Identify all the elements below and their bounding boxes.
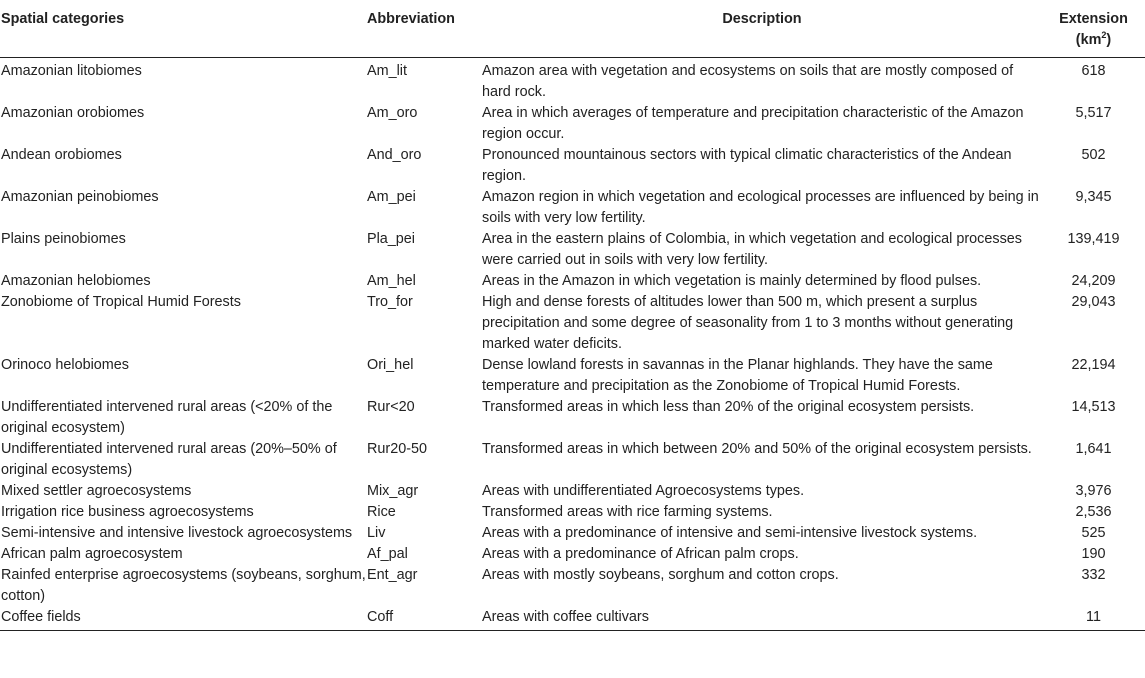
table-body — [0, 58, 1145, 631]
cell-category: Plains peinobiomes — [1, 231, 126, 247]
cell-description: Amazon area with vegetation and ecosystems on soils that are mostly composed of hard rock. — [482, 63, 1014, 100]
table-row — [0, 544, 1145, 565]
header-extension-label: Extension — [1059, 11, 1128, 27]
cell-category: Coffee fields — [0, 607, 367, 631]
cell-description: Area in the eastern plains of Colombia, in which vegetation and ecological processes were carried out in soils with very low fertility. — [482, 231, 1022, 268]
cell-abbreviation: And_oro — [367, 147, 422, 163]
cell-extension: 29,043 — [1071, 294, 1116, 310]
cell-extension: 1,641 — [1075, 441, 1112, 457]
cell-extension: 3,976 — [1075, 483, 1112, 499]
cell-category: Irrigation rice business agroecosystems — [1, 504, 254, 520]
cell-abbreviation: Am_pei — [367, 189, 416, 205]
cell-abbreviation: Am_lit — [367, 63, 407, 79]
table-row — [0, 502, 1145, 523]
cell-abbreviation: Rur20-50 — [367, 441, 427, 457]
cell-extension: 24,209 — [1071, 273, 1116, 289]
table-row — [0, 481, 1145, 502]
cell-category: Andean orobiomes — [1, 147, 122, 163]
cell-abbreviation: Af_pal — [367, 546, 408, 562]
cell-category: Amazonian orobiomes — [1, 105, 145, 121]
table-row — [0, 355, 1145, 397]
cell-abbreviation: Am_oro — [367, 105, 418, 121]
header-abbreviation: Abbreviation — [367, 0, 482, 58]
cell-abbreviation: Rice — [367, 504, 396, 520]
header-category: Spatial categories — [0, 0, 367, 58]
table-row — [0, 58, 1145, 104]
cell-category: Amazonian litobiomes — [1, 63, 142, 79]
cell-category: Undifferentiated intervened rural areas (<20% of the original ecosystem) — [1, 399, 333, 436]
cell-description: Transformed areas with rice farming systems. — [482, 504, 773, 520]
cell-extension: 525 — [1081, 525, 1106, 541]
table-row — [0, 271, 1145, 292]
cell-category: Rainfed enterprise agroecosystems (soybeans, sorghum, cotton) — [1, 567, 366, 604]
header-description: Description — [482, 0, 1042, 58]
table-row — [0, 103, 1145, 145]
cell-category: Semi-intensive and intensive livestock agroecosystems — [1, 525, 353, 541]
header-extension — [1042, 0, 1145, 58]
table-header — [0, 0, 1145, 58]
cell-category: Mixed settler agroecosystems — [1, 483, 192, 499]
cell-extension: 5,517 — [1075, 105, 1112, 121]
table-row — [0, 565, 1145, 607]
table-row — [0, 397, 1145, 439]
cell-description: Transformed areas in which between 20% and 50% of the original ecosystem persists. — [482, 441, 1032, 457]
table-row — [0, 292, 1145, 355]
cell-category: African palm agroecosystem — [1, 546, 183, 562]
header-extension-unit-close: ) — [1106, 32, 1112, 48]
cell-description: Dense lowland forests in savannas in the Planar highlands. They have the same temperature and precipitation as the Zonobiome of Tropical Humid Forests. — [482, 357, 993, 394]
cell-extension: 190 — [1081, 546, 1106, 562]
cell-description: Areas with coffee cultivars — [482, 607, 1042, 631]
cell-description: Areas with mostly soybeans, sorghum and cotton crops. — [482, 567, 839, 583]
cell-abbreviation: Tro_for — [367, 294, 413, 310]
cell-abbreviation: Am_hel — [367, 273, 416, 289]
cell-description: High and dense forests of altitudes lower than 500 m, which present a surplus precipitation and some degree of seasonality from 1 to 3 months without generating marked water deficits. — [482, 294, 1014, 352]
cell-category: Orinoco helobiomes — [1, 357, 129, 373]
cell-abbreviation: Pla_pei — [367, 231, 416, 247]
cell-extension: 9,345 — [1075, 189, 1112, 205]
cell-description: Area in which averages of temperature and precipitation characteristic of the Amazon region occur. — [482, 105, 1024, 142]
cell-description: Amazon region in which vegetation and ecological processes are influenced by being in soils with very low fertility. — [482, 189, 1039, 226]
cell-category: Zonobiome of Tropical Humid Forests — [1, 294, 241, 310]
cell-category: Amazonian helobiomes — [1, 273, 151, 289]
cell-category: Amazonian peinobiomes — [1, 189, 159, 205]
cell-abbreviation: Mix_agr — [367, 483, 419, 499]
header-extension-unit-sup: 2 — [1101, 30, 1107, 40]
cell-extension: 139,419 — [1067, 231, 1120, 247]
cell-description: Pronounced mountainous sectors with typical climatic characteristics of the Andean region. — [482, 147, 1012, 184]
cell-abbreviation: Rur<20 — [367, 399, 415, 415]
table-row — [0, 229, 1145, 271]
cell-description: Areas in the Amazon in which vegetation is mainly determined by flood pulses. — [482, 273, 982, 289]
table-row — [0, 187, 1145, 229]
cell-abbreviation: Ori_hel — [367, 357, 414, 373]
cell-abbreviation: Liv — [367, 525, 386, 541]
header-row — [0, 0, 1145, 58]
cell-extension: 22,194 — [1071, 357, 1116, 373]
cell-extension: 502 — [1081, 147, 1106, 163]
table-row — [0, 607, 1145, 631]
header-extension-unit: (km — [1075, 32, 1102, 48]
cell-description: Areas with a predominance of African palm crops. — [482, 546, 799, 562]
table-row — [0, 145, 1145, 187]
cell-abbreviation: Coff — [367, 607, 482, 631]
cell-extension: 618 — [1081, 63, 1106, 79]
cell-description: Transformed areas in which less than 20% of the original ecosystem persists. — [482, 399, 975, 415]
table-row — [0, 439, 1145, 481]
table-row — [0, 523, 1145, 544]
cell-extension: 14,513 — [1071, 399, 1116, 415]
cell-category: Undifferentiated intervened rural areas (20%–50% of original ecosystems) — [1, 441, 337, 478]
cell-extension: 2,536 — [1075, 504, 1112, 520]
cell-extension: 11 — [1042, 607, 1145, 631]
cell-description: Areas with undifferentiated Agroecosystems types. — [482, 483, 805, 499]
cell-abbreviation: Ent_agr — [367, 567, 418, 583]
cell-extension: 332 — [1081, 567, 1106, 583]
cell-description: Areas with a predominance of intensive and semi-intensive livestock systems. — [482, 525, 978, 541]
